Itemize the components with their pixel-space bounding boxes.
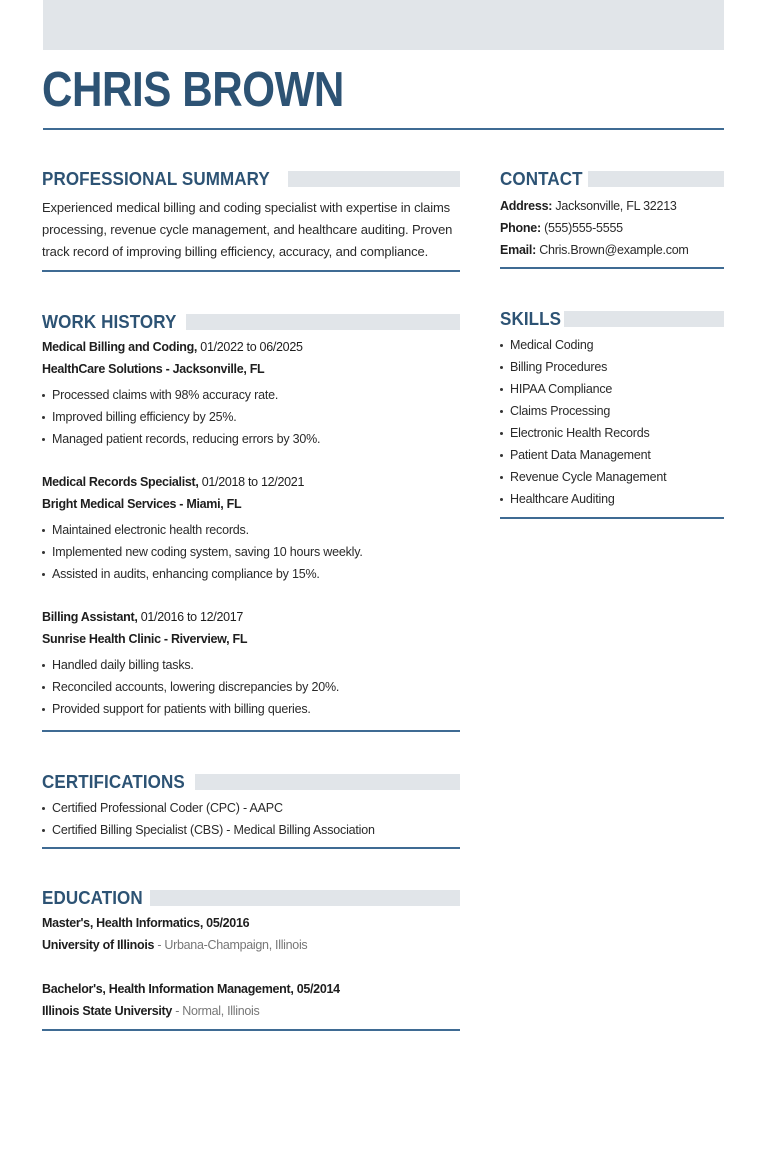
school-entry xyxy=(42,912,460,956)
contact-section xyxy=(500,166,724,269)
skills-list xyxy=(500,334,724,510)
section-divider xyxy=(500,517,724,519)
section-title: WORK HISTORY xyxy=(42,311,177,332)
section-bar xyxy=(564,311,724,327)
contact-address: Address: Jacksonville, FL 32213 xyxy=(500,199,677,213)
job-bullets xyxy=(42,384,460,450)
section-header xyxy=(500,306,724,332)
contact-phone: Phone: (555)555-5555 xyxy=(500,221,623,235)
list-item: Handled daily billing tasks. xyxy=(42,654,460,676)
section-bar xyxy=(186,314,460,330)
list-item: Improved billing efficiency by 25%. xyxy=(42,406,460,428)
list-item: Certified Billing Specialist (CBS) - Medical Billing Association xyxy=(42,819,460,841)
job-employer: Sunrise Health Clinic - Riverview, FL xyxy=(42,632,248,646)
summary-text: Experienced medical billing and coding specialist with expertise in claims processing, revenue cycle management, and healthcare auditing. Proven track record of improving billing efficiency, accuracy, and compliance. xyxy=(42,200,453,259)
job-employer: Bright Medical Services - Miami, FL xyxy=(42,497,242,511)
section-title: PROFESSIONAL SUMMARY xyxy=(42,168,270,189)
school-entry xyxy=(42,978,460,1022)
certifications-section xyxy=(42,769,460,849)
section-header xyxy=(42,885,460,911)
work-section xyxy=(42,309,460,732)
list-item: Assisted in audits, enhancing compliance by 15%. xyxy=(42,563,460,585)
list-item: Medical Coding xyxy=(500,334,724,356)
header-divider xyxy=(43,128,724,130)
list-item: Provided support for patients with billing queries. xyxy=(42,698,460,720)
contact-email: Email: Chris.Brown@example.com xyxy=(500,243,689,257)
certification-list xyxy=(42,797,460,841)
section-title: SKILLS xyxy=(500,308,562,329)
school-line xyxy=(42,1000,460,1022)
right-column xyxy=(500,166,724,519)
education-section xyxy=(42,885,460,1031)
summary-section xyxy=(42,166,460,272)
header-band xyxy=(43,0,724,50)
list-item: Billing Procedures xyxy=(500,356,724,378)
list-item: Revenue Cycle Management xyxy=(500,466,724,488)
section-header xyxy=(42,166,460,192)
job-entry xyxy=(42,606,460,720)
section-divider xyxy=(42,1029,460,1031)
section-divider xyxy=(42,847,460,849)
section-bar xyxy=(588,171,724,187)
list-item: HIPAA Compliance xyxy=(500,378,724,400)
section-title: CERTIFICATIONS xyxy=(42,771,185,792)
list-item: Healthcare Auditing xyxy=(500,488,724,510)
job-bullets xyxy=(42,654,460,720)
section-title: CONTACT xyxy=(500,168,583,189)
list-item: Certified Professional Coder (CPC) - AAPC xyxy=(42,797,460,819)
list-item: Maintained electronic health records. xyxy=(42,519,460,541)
section-divider xyxy=(500,267,724,269)
section-title: EDUCATION xyxy=(42,887,143,908)
skills-section xyxy=(500,306,724,519)
list-item: Reconciled accounts, lowering discrepancies by 20%. xyxy=(42,676,460,698)
section-bar xyxy=(288,171,460,187)
section-bar xyxy=(195,774,460,790)
degree: Bachelor's, Health Information Management, 05/2014 xyxy=(42,982,340,996)
school-name: Illinois State University xyxy=(42,1004,173,1018)
section-bar xyxy=(150,890,461,906)
job-entry xyxy=(42,336,460,450)
list-item: Managed patient records, reducing errors by 30%. xyxy=(42,428,460,450)
section-header xyxy=(42,769,460,795)
school-location: - Urbana-Champaign, Illinois xyxy=(157,938,308,952)
job-title: Medical Billing and Coding, 01/2022 to 06/2025 xyxy=(42,340,303,354)
list-item: Claims Processing xyxy=(500,400,724,422)
school-location: - Normal, Illinois xyxy=(175,1004,260,1018)
contact-details xyxy=(500,195,724,261)
section-divider xyxy=(42,730,460,732)
job-dates: 01/2018 to 12/2021 xyxy=(201,475,305,489)
job-bullets xyxy=(42,519,460,585)
list-item: Electronic Health Records xyxy=(500,422,724,444)
list-item: Implemented new coding system, saving 10 hours weekly. xyxy=(42,541,460,563)
degree: Master's, Health Informatics, 05/2016 xyxy=(42,916,250,930)
list-item: Patient Data Management xyxy=(500,444,724,466)
candidate-name: CHRIS BROWN xyxy=(42,63,344,117)
list-item: Processed claims with 98% accuracy rate. xyxy=(42,384,460,406)
job-entry xyxy=(42,471,460,585)
school-name: University of Illinois xyxy=(42,938,155,952)
left-column xyxy=(42,166,460,1031)
job-dates: 01/2022 to 06/2025 xyxy=(200,340,303,354)
job-title: Billing Assistant, 01/2016 to 12/2017 xyxy=(42,610,244,624)
section-divider xyxy=(42,270,460,272)
job-employer: HealthCare Solutions - Jacksonville, FL xyxy=(42,362,265,376)
section-header xyxy=(42,309,460,335)
section-header xyxy=(500,166,724,192)
job-title: Medical Records Specialist, 01/2018 to 12/2021 xyxy=(42,475,305,489)
school-line xyxy=(42,934,460,956)
job-dates: 01/2016 to 12/2017 xyxy=(140,610,244,624)
